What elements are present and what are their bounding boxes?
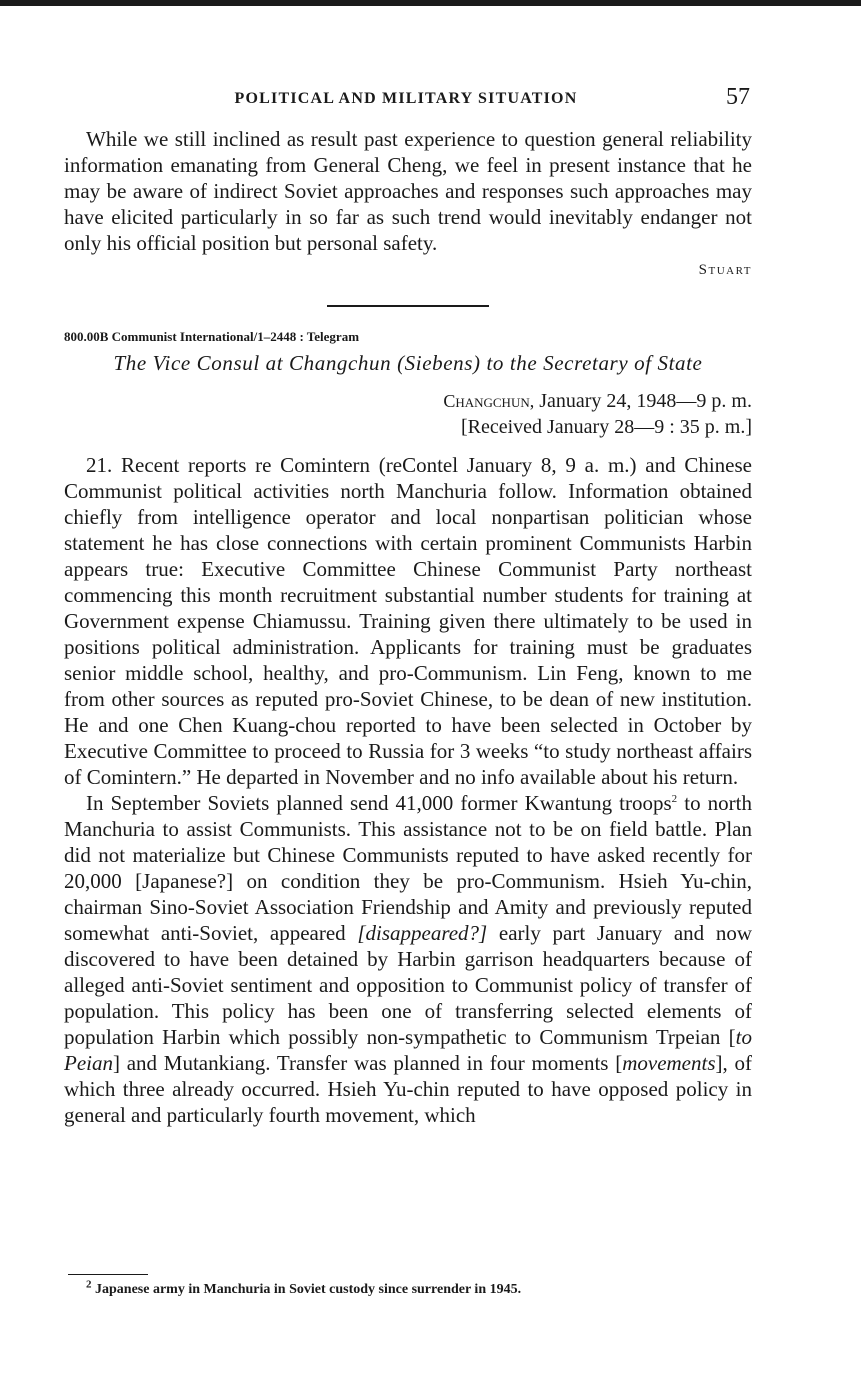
- editorial-insertion-disappeared: [disappeared?]: [357, 921, 488, 945]
- para2-part-d: ] and Mutankiang. Transfer was planned in four moments [: [112, 1051, 623, 1075]
- page-header: [62, 86, 750, 116]
- page-number: 57: [726, 84, 750, 110]
- top-edge-rule: [0, 0, 861, 6]
- editorial-insertion-peian: to Peian: [64, 1025, 752, 1075]
- previous-document-paragraph: While we still inclined as result past experience to question general reliability information emanating from General Cheng, we feel in present instance that he may be aware of indirect Soviet approaches and responses such approaches may have elicited particularly in so far as such trend would inevitably endanger not only his official position but personal safety.: [64, 127, 752, 255]
- footnote-text: Japanese army in Manchuria in Soviet custody since surrender in 1945.: [91, 1282, 522, 1297]
- signature: Stuart: [698, 262, 752, 278]
- footnote-reference: 2: [671, 793, 678, 805]
- footnote-marker: 2: [86, 1278, 92, 1291]
- document-title: The Vice Consul at Changchun (Siebens) to the Secretary of State: [113, 351, 703, 375]
- editorial-insertion-movements: movements: [622, 1051, 716, 1075]
- telegram-paragraph-1: 21. Recent reports re Comintern (reContel January 8, 9 a. m.) and Chinese Communist political activities north Manchuria follow. Information obtained chiefly from intelligence operator and local nonpartisan politician whose statement he has close connections with certain prominent Communists Harbin appears true: Executive Committee Chinese Communist Party northeast commencing this month recruitment substantial number students for training at Government expense Chiamussu. Training given there ultimately to be used in positions political administration. Applicants for training must be graduates senior middle school, healthy, and pro-Communism. Lin Feng, known to me from other sources as reputed pro-Soviet Chinese, to be dean of new institution. He and one Chen Kuang-chou reported to have been selected in October by Executive Committee to proceed to Russia for 3 weeks “to study northeast affairs of Comintern.” He departed in November and no info available about his return.: [64, 453, 752, 789]
- dateline-date: January 24, 1948—9 p. m.: [539, 390, 752, 412]
- dateline: [64, 388, 752, 440]
- footnote: [86, 1278, 522, 1298]
- page-content: [64, 126, 752, 1128]
- para2-part-a: In September Soviets planned send 41,000 former Kwantung troops: [86, 791, 672, 815]
- para2-part-e: ], of which three already occurred. Hsieh Yu-chin reputed to have opposed policy in general and particularly fourth movement, which: [64, 1051, 752, 1127]
- section-divider: [327, 305, 489, 307]
- footnote-rule: [68, 1274, 148, 1275]
- dateline-place: Changchun,: [443, 391, 535, 411]
- para2-part-c: early part January and now discovered to have been detained by Harbin garrison headquarters because of alleged anti-Soviet sentiment and opposition to Communist policy of transfer of population. This policy has been one of transferring selected elements of population Harbin which possibly non-sympathetic to Communism Trpeian [: [64, 921, 752, 1049]
- telegram-paragraph-2: [64, 790, 752, 1128]
- para2-part-b: to north Manchuria to assist Communists. This assistance not to be on field battle. Plan did not materialize but Chinese Communists reputed to have asked recently for 20,000 [Japanese?] on condition they be pro-Communism. Hsieh Yu-chin, chairman Sino-Soviet Association Friendship and Amity and previously reputed somewhat anti-Soviet, appeared: [64, 791, 752, 945]
- file-reference: 800.00B Communist International/1–2448 : Telegram: [64, 329, 360, 344]
- received-line: [Received January 28—9 : 35 p. m.]: [460, 416, 752, 438]
- dateline-sent: [64, 388, 752, 414]
- running-head: POLITICAL AND MILITARY SITUATION: [234, 90, 578, 107]
